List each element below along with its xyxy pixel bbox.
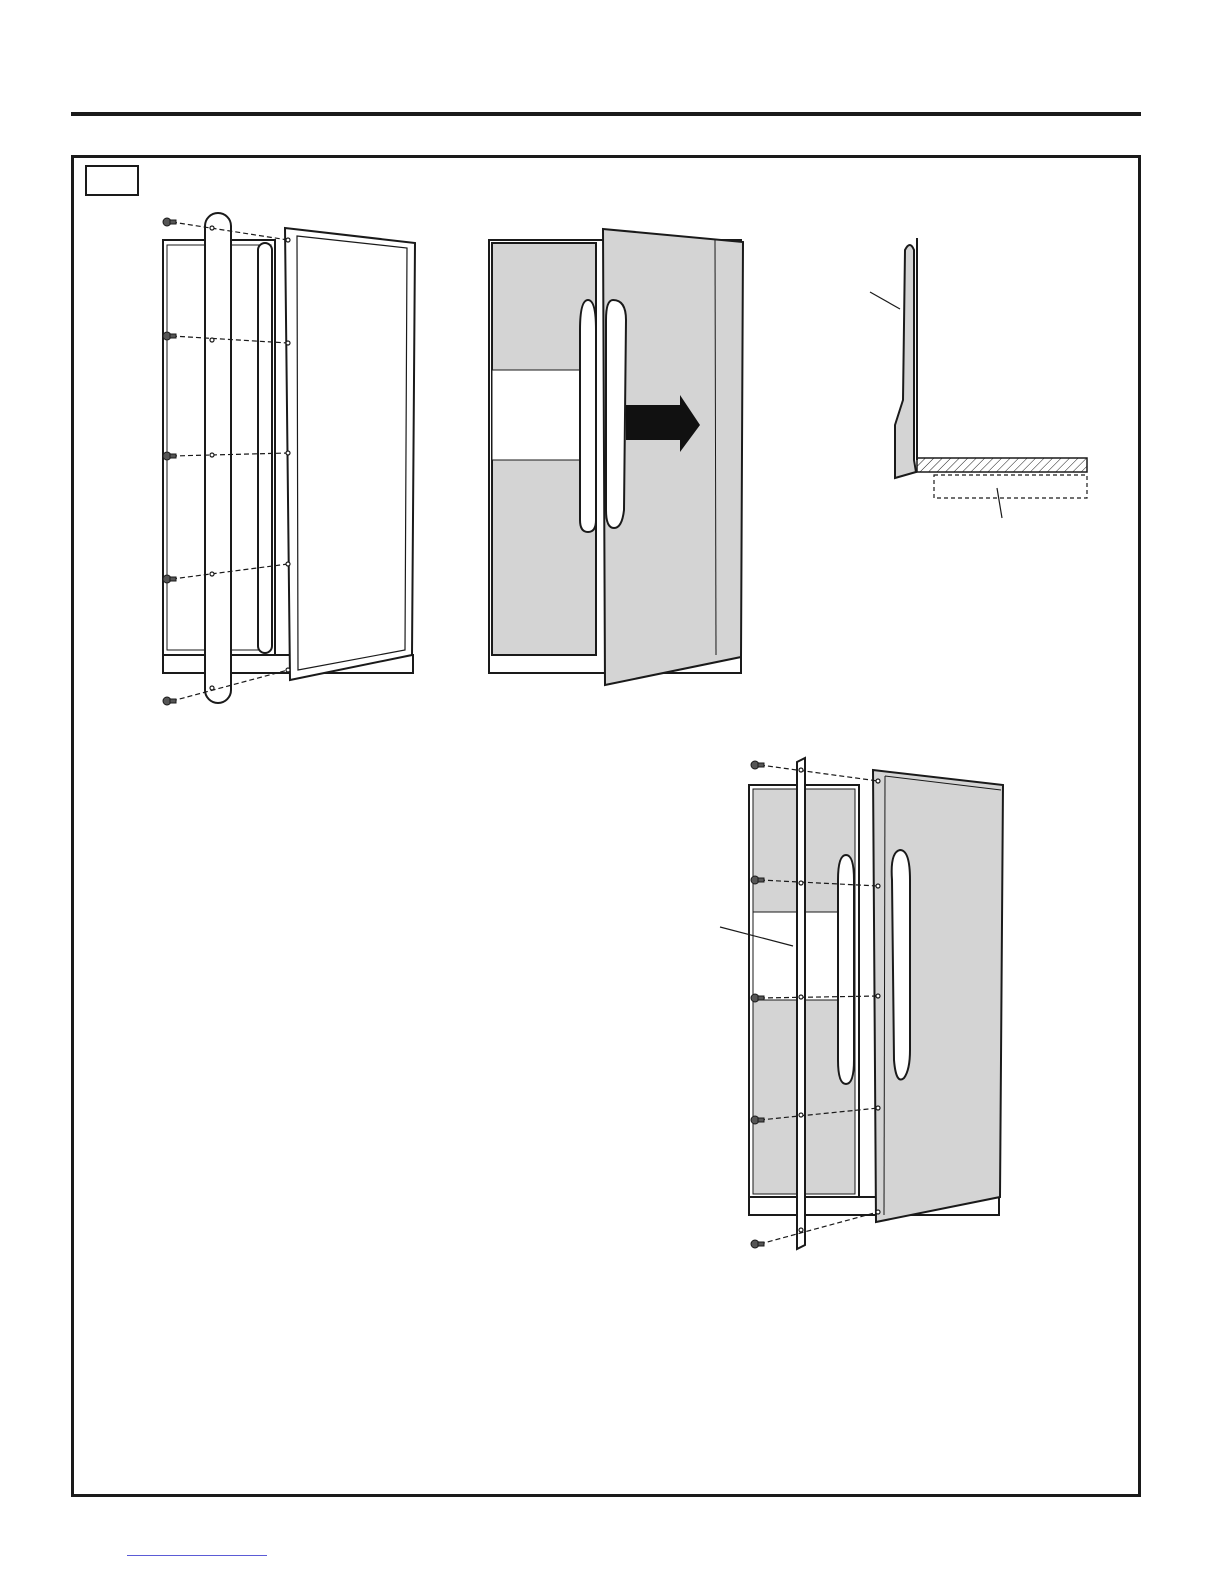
leader-line	[997, 488, 1002, 518]
handle-right	[892, 850, 910, 1080]
trim-strip	[797, 758, 805, 1249]
trim-strip	[205, 213, 231, 703]
footer-link-underline[interactable]	[127, 1555, 267, 1556]
door-handle-removal-figure	[150, 205, 430, 715]
header-rule	[71, 112, 1141, 116]
door-trim-install-figure	[715, 755, 1010, 1255]
trim-profile	[895, 245, 916, 478]
leader-line	[870, 292, 900, 309]
left-handle	[580, 300, 596, 532]
dashed-outline	[934, 475, 1087, 498]
trim-cross-section-figure	[860, 235, 1095, 525]
handle-left	[838, 855, 854, 1084]
door-slide-out-figure	[485, 225, 750, 690]
door-panel	[285, 228, 415, 680]
hatched-surface	[917, 458, 1087, 472]
step-label-box	[85, 165, 139, 196]
right-handle	[606, 300, 626, 528]
